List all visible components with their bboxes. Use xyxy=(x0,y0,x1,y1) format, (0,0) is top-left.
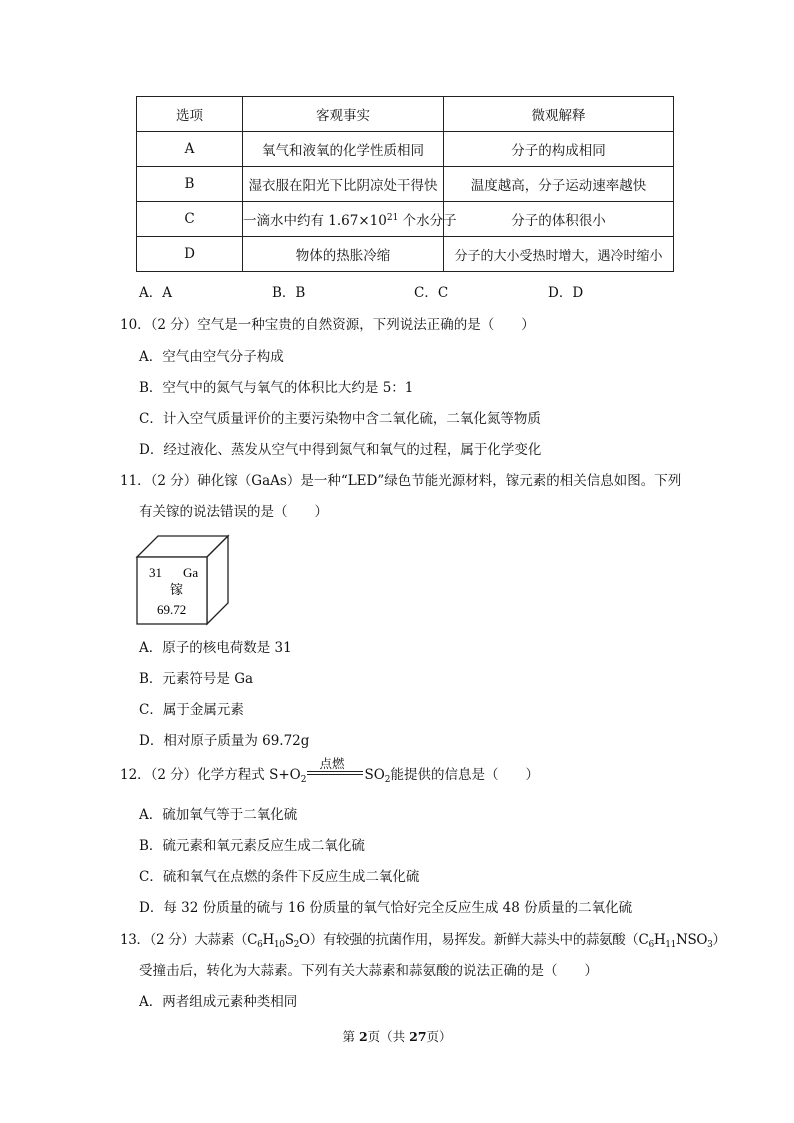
table-header-row xyxy=(137,97,674,132)
subscript: 2 xyxy=(300,775,307,785)
element-symbol: Ga xyxy=(183,565,199,580)
reaction-condition: 点燃 xyxy=(319,756,345,771)
table-row xyxy=(137,202,674,237)
page-number: 2 xyxy=(358,1029,368,1044)
table-header-cell: 选项 xyxy=(137,97,243,132)
equals-line-top xyxy=(307,771,363,772)
q10-option-b: B．空气中的氮气与氧气的体积比大约是 5：1 xyxy=(139,380,414,396)
table-header-cell: 客观事实 xyxy=(243,97,444,132)
q13-stem-end: ） xyxy=(712,932,726,948)
table-row xyxy=(137,167,674,202)
q9-choice-d: D．D xyxy=(548,285,584,301)
formula-part: NSO xyxy=(676,932,708,948)
q10-option-a: A．空气由空气分子构成 xyxy=(139,349,284,365)
q12-option-c: C．硫和氧气在点燃的条件下反应生成二氧化硫 xyxy=(139,869,420,885)
q11-option-b: B．元素符号是 Ga xyxy=(139,671,254,687)
q11-option-c: C．属于金属元素 xyxy=(139,702,244,718)
exponent: 21 xyxy=(386,213,399,223)
q11-option-a: A．原子的核电荷数是 31 xyxy=(139,640,292,656)
footer-pre: 第 xyxy=(342,1029,359,1044)
q11-stem-cont: 有关镓的说法错误的是（ ） xyxy=(139,504,328,520)
q12-product: SO xyxy=(364,767,385,783)
gallium-element-card xyxy=(136,535,232,625)
atomic-mass: 69.72 xyxy=(157,602,187,617)
table-cell xyxy=(243,202,457,237)
table-header-cell: 微观解释 xyxy=(444,97,674,132)
formula-part: H xyxy=(262,932,274,948)
q13-stem xyxy=(120,928,726,948)
q10-option-c: C．计入空气质量评价的主要污染物中含二氧化硫，二氧化氮等物质 xyxy=(139,411,541,427)
page-footer xyxy=(0,1027,794,1045)
subscript: 11 xyxy=(665,940,677,950)
equals-line-bottom xyxy=(307,774,363,775)
fact-explanation-table xyxy=(136,96,674,272)
table-cell: 温度越高，分子运动速率越快 xyxy=(444,167,674,202)
q9-choice-a: A．A xyxy=(139,285,172,301)
q11-option-d: D．相对原子质量为 69.72g xyxy=(139,733,310,749)
table-row xyxy=(137,237,674,272)
table-row xyxy=(137,132,674,167)
page-total: 27 xyxy=(409,1029,427,1044)
table-cell: 湿衣服在阳光下比阴凉处干得快 xyxy=(243,167,444,202)
cell-text: 一滴水中约有 1.67×10 xyxy=(243,213,387,229)
table-cell: 分子的构成相同 xyxy=(444,132,674,167)
subscript: 2 xyxy=(384,775,391,785)
q12-option-a: A．硫加氧气等于二氧化硫 xyxy=(139,807,298,823)
q10-option-d: D．经过液化、蒸发从空气中得到氮气和氧气的过程，属于化学变化 xyxy=(139,442,542,458)
table-cell: 分子的体积很小 xyxy=(444,202,674,237)
table-cell: 分子的大小受热时增大，遇冷时缩小 xyxy=(444,237,674,272)
q12-stem-post: 能提供的信息是（ ） xyxy=(390,767,540,783)
formula-part: S xyxy=(284,932,294,948)
q9-choice-c: C．C xyxy=(414,285,449,301)
table-cell: 物体的热胀冷缩 xyxy=(243,237,444,272)
q13-stem-pre: 13．（2 分）大蒜素（C xyxy=(120,932,258,948)
reaction-arrow xyxy=(306,756,364,779)
q10-stem: 10．（2 分）空气是一种宝贵的自然资源，下列说法正确的是（ ） xyxy=(120,317,535,333)
element-name: 镓 xyxy=(170,583,184,598)
q9-choice-b: B．B xyxy=(272,285,306,301)
table-cell: 氧气和液氧的化学性质相同 xyxy=(243,132,444,167)
q13-stem-mid: O）有较强的抗菌作用，易挥发。新鲜大蒜头中的蒜氨酸（C xyxy=(298,932,649,948)
q12-stem xyxy=(120,756,540,785)
q9-choices xyxy=(136,281,696,301)
subscript: 10 xyxy=(273,940,285,950)
q11-stem: 11．（2 分）砷化镓（GaAs）是一种“LED”绿色节能光源材料，镓元素的相关信息如图。下列 xyxy=(120,473,682,489)
subscript: 3 xyxy=(707,940,713,950)
table-cell: C xyxy=(137,202,243,237)
q12-option-b: B．硫元素和氧元素反应生成二氧化硫 xyxy=(139,838,365,854)
q12-option-d: D．每 32 份质量的硫与 16 份质量的氧气恰好完全反应生成 48 份质量的二氧化硫 xyxy=(139,900,633,916)
footer-mid: 页（共 xyxy=(367,1029,410,1044)
footer-post: 页） xyxy=(426,1029,452,1044)
cell-text-tail: 个水分子 xyxy=(398,213,457,229)
q13-option-a: A．两者组成元素种类相同 xyxy=(139,994,298,1010)
atomic-number: 31 xyxy=(149,565,162,580)
formula-part: H xyxy=(653,932,666,948)
subscript: 6 xyxy=(257,940,263,950)
table-cell: B xyxy=(137,167,243,202)
q12-stem-pre: 12．（2 分）化学方程式 S+O xyxy=(120,767,301,783)
table-cell: A xyxy=(137,132,243,167)
subscript: 6 xyxy=(648,940,654,950)
subscript: 2 xyxy=(293,940,299,950)
q13-stem-cont: 受撞击后，转化为大蒜素。下列有关大蒜素和蒜氨酸的说法正确的是（ ） xyxy=(139,963,598,979)
table-cell: D xyxy=(137,237,243,272)
